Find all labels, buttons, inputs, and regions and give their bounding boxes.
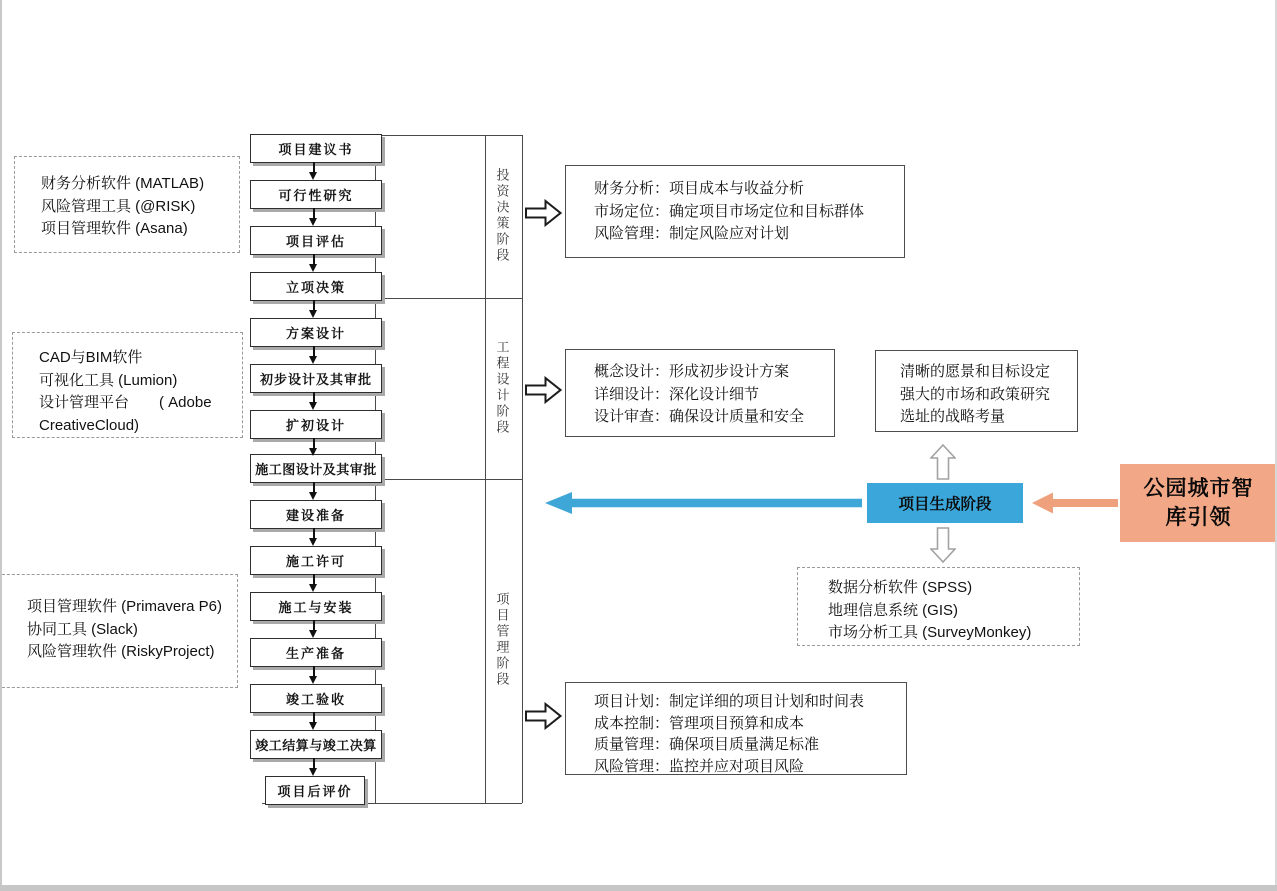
hollow-down-arrow-icon	[930, 527, 956, 563]
hollow-right-arrow-icon	[525, 199, 562, 227]
down-arrow-icon	[313, 300, 315, 310]
flow-step-installation: 施工与安装	[250, 592, 382, 621]
down-arrow-icon	[313, 574, 315, 584]
flow-step-construction-drawing: 施工图设计及其审批	[250, 454, 382, 483]
detail-line: 清晰的愿景和目标设定	[900, 363, 1051, 380]
tool-line: 项目管理软件 (Primavera P6)	[27, 598, 223, 615]
down-arrow-icon	[313, 254, 315, 264]
detail-box-investment	[565, 165, 905, 258]
down-arrow-icon	[313, 162, 315, 172]
tool-line: 可视化工具 (Lumion)	[39, 371, 178, 389]
detail-line: 选址的战略考量	[900, 408, 1006, 425]
tool-line: CAD与BIM软件	[39, 349, 143, 366]
flow-step-preliminary-design: 初步设计及其审批	[250, 364, 382, 393]
flow-step-evaluation: 项目评估	[250, 226, 382, 255]
phase-label-design: 工程设计阶段	[494, 340, 510, 436]
down-arrow-icon	[313, 620, 315, 630]
tool-box-investment	[14, 156, 240, 253]
phase-grid-divider-2	[375, 479, 522, 480]
tool-box-analysis	[797, 567, 1080, 646]
down-arrow-icon	[313, 758, 315, 768]
tool-line: 数据分析软件 (SPSS)	[828, 579, 973, 596]
detail-line: 设计审查：确保设计质量和安全	[594, 408, 805, 425]
flow-step-acceptance: 竣工验收	[250, 684, 382, 713]
think-tank-line: 库引领	[1165, 506, 1232, 529]
page-edge	[0, 885, 1277, 891]
detail-box-design	[565, 349, 835, 437]
flow-step-expanded-design: 扩初设计	[250, 410, 382, 439]
phase-grid-mid-line	[485, 135, 486, 803]
down-arrow-icon	[313, 392, 315, 402]
tool-line: CreativeCloud)	[39, 416, 140, 434]
phase-grid-right-line	[522, 135, 523, 803]
tool-line: 地理信息系统 (GIS)	[828, 601, 958, 619]
tool-line: 财务分析软件 (MATLAB)	[41, 175, 205, 192]
down-arrow-icon	[313, 528, 315, 538]
flow-step-scheme-design: 方案设计	[250, 318, 382, 347]
detail-line: 成本控制：管理项目预算和成本	[594, 714, 805, 732]
detail-box-vision	[875, 350, 1078, 432]
phase-label-investment: 投资决策阶段	[494, 168, 510, 264]
flow-step-settlement: 竣工结算与竣工决算	[250, 730, 382, 759]
tool-line: 协同工具 (Slack)	[27, 620, 138, 638]
flow-step-post-evaluation: 项目后评价	[265, 776, 365, 805]
detail-line: 详细设计：深化设计细节	[594, 385, 760, 403]
tool-line: 风险管理工具 (@RISK)	[41, 197, 196, 215]
hollow-up-arrow-icon	[930, 444, 956, 480]
detail-box-management	[565, 682, 907, 775]
down-arrow-icon	[313, 666, 315, 676]
hollow-right-arrow-icon	[525, 376, 562, 404]
think-tank-line: 公园城市智	[1143, 477, 1254, 500]
detail-line: 市场定位：确定项目市场定位和目标群体	[594, 202, 865, 220]
phase-grid-top-line	[375, 135, 522, 136]
tool-line: 风险管理软件 (RiskyProject)	[27, 643, 215, 660]
flow-step-proposal: 项目建议书	[250, 134, 382, 163]
tool-box-design	[12, 332, 243, 438]
tool-line: 设计管理平台 ( Adobe	[39, 394, 212, 411]
think-tank-box	[1120, 464, 1277, 542]
down-arrow-icon	[313, 208, 315, 218]
project-generation-stage-box: 项目生成阶段	[867, 483, 1023, 523]
tool-line: 市场分析工具 (SurveyMonkey)	[828, 624, 1032, 641]
detail-line: 财务分析：项目成本与收益分析	[594, 180, 805, 197]
down-arrow-icon	[313, 346, 315, 356]
flow-step-permit: 施工许可	[250, 546, 382, 575]
tool-box-management	[0, 574, 238, 688]
flow-step-approval: 立项决策	[250, 272, 382, 301]
detail-line: 项目计划：制定详细的项目计划和时间表	[594, 693, 865, 710]
blue-left-arrow-icon	[545, 490, 862, 516]
down-arrow-icon	[313, 482, 315, 492]
down-arrow-icon	[313, 712, 315, 722]
detail-line: 风险管理：制定风险应对计划	[594, 225, 790, 242]
phase-label-management: 项目管理阶段	[494, 592, 510, 688]
page-edge	[0, 0, 2, 891]
detail-line: 风险管理：监控并应对项目风险	[594, 757, 805, 775]
flow-step-feasibility: 可行性研究	[250, 180, 382, 209]
down-arrow-icon	[313, 438, 315, 448]
salmon-left-arrow-icon	[1032, 491, 1118, 515]
hollow-right-arrow-icon	[525, 702, 562, 730]
detail-line: 强大的市场和政策研究	[900, 385, 1051, 403]
detail-line: 概念设计：形成初步设计方案	[594, 363, 790, 380]
tool-line: 项目管理软件 (Asana)	[41, 220, 188, 237]
phase-grid-divider-1	[375, 298, 522, 299]
flow-step-production-prep: 生产准备	[250, 638, 382, 667]
flow-step-construction-prep: 建设准备	[250, 500, 382, 529]
detail-line: 质量管理：确保项目质量满足标准	[594, 736, 820, 753]
